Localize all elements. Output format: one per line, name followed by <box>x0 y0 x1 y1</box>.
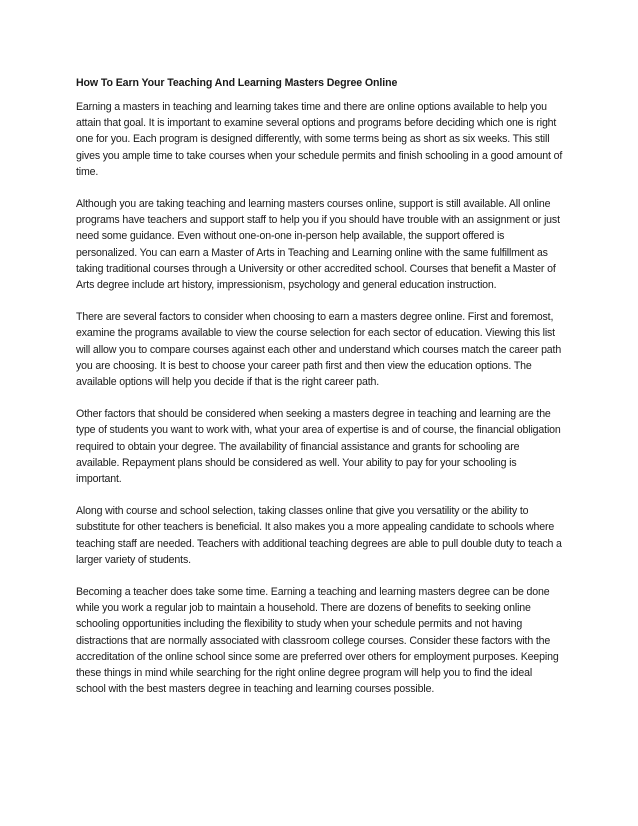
paragraph-1: Earning a masters in teaching and learning takes time and there are online options available to help you attain that goal. It is important to examine several options and programs before deciding which one is right one for you. Each program is designed differently, with some terms being as short as six weeks. This still gives you ample time to take courses when your schedule permits and finish schooling in a good amount of time. <box>76 101 563 178</box>
paragraph-5: Along with course and school selection, taking classes online that give you versatility or the ability to substitute for other teachers is beneficial. It also makes you a more appealing candidate to schools where teaching staff are needed. Teachers with additional teaching degrees are able to pull double duty to teach a larger variety of students. <box>76 505 562 566</box>
document-title: How To Earn Your Teaching And Learning Masters Degree Online <box>76 77 398 89</box>
paragraph-2: Although you are taking teaching and learning masters courses online, support is still available. All online programs have teachers and support staff to help you if you should have trouble with an assignment or just need some guidance. Even without one-on-one in-person help available, the support offered is personalized. You can earn a Master of Arts in Teaching and Learning online with the same fulfillment as taking traditional courses through a University or other accredited school. Courses that benefit a Master of Arts degree include art history, impressionism, psychology and general education instruction. <box>76 198 560 292</box>
paragraph-6: Becoming a teacher does take some time. Earning a teaching and learning masters degree can be done while you work a regular job to maintain a household. There are dozens of benefits to seeking online schooling opportunities including the flexibility to study when your schedule permits and not having distractions that are normally associated with classroom college courses. Consider these factors with the accreditation of the online school since some are preferred over others for employment purposes. Keeping these things in mind while searching for the right online degree program will help you to find the ideal school with the best masters degree in teaching and learning courses possible. <box>76 586 559 696</box>
paragraph-3: There are several factors to consider when choosing to earn a masters degree online. First and foremost, examine the programs available to view the course selection for each sector of education. Viewing this list will allow you to compare courses against each other and understand which courses match the career path you are choosing. It is best to choose your career path first and then view the education options. The available options will help you decide if that is the right career path. <box>76 311 562 389</box>
document-page <box>76 75 564 714</box>
paragraph-4: Other factors that should be considered when seeking a masters degree in teaching and learning are the type of students you want to work with, what your area of expertise is and of course, the financial obligation required to obtain your degree. The availability of financial assistance and grants for schooling are available. Repayment plans should be considered as well. Your ability to pay for your schooling is important. <box>76 408 561 486</box>
